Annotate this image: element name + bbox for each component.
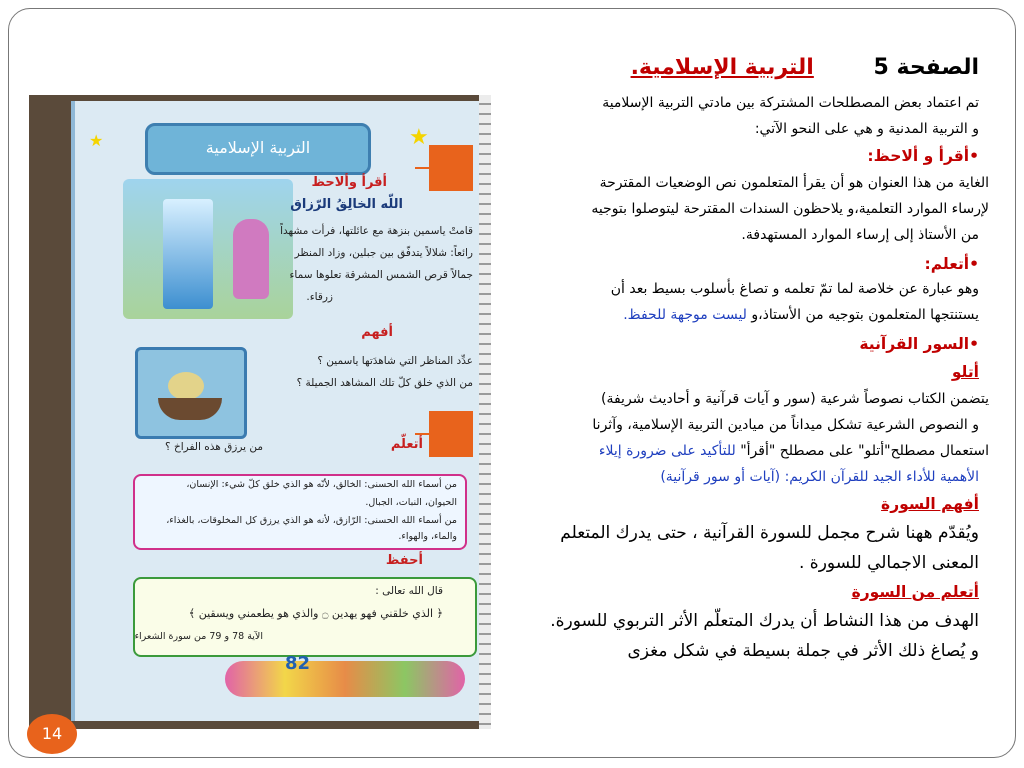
atlu-line: يتضمن الكتاب نصوصاً شرعية (سور و آيات قرآنية و أحاديث شريفة): [601, 391, 989, 407]
callout-line: [415, 167, 433, 169]
min-line: و يُصاغ ذلك الأثر في جملة بسيطة في شكل مغزى: [627, 641, 979, 661]
callout-marker-read: [429, 145, 473, 191]
afham-line: ويُقدّم ههنا شرح مجمل للسورة القرآنية ، حتى يدرك المتعلم: [560, 523, 979, 543]
aqra-line: من الأستاذ إلى إرساء الموارد المستهدفة.: [741, 227, 979, 243]
waterfall-icon: [163, 199, 213, 309]
aqra-line: لإرساء الموارد التعلمية،و يلاحظون السندات المقترحة ليتوصلوا بتوجيه: [591, 201, 989, 217]
heading-ataallam-min: أتعلم من السورة: [851, 583, 979, 601]
book-lesson-title: اللّه الخالِقُ الرّزاق: [290, 197, 403, 212]
bird-icon: [168, 372, 204, 400]
heading-ataallam: •أتعلم:: [924, 255, 979, 273]
book-learn-line: من أسماء الله الحسنى: الرّازق، لأنه هو الذي يرزق كل المخلوقات، بالغذاء،: [166, 515, 457, 526]
book-text-line: قامتْ ياسمين بنزهة مع عائلتها، فرأت مشهداً: [280, 225, 473, 237]
subject-title: التربية الإسلامية.: [630, 55, 814, 80]
callout-marker-learn: [429, 411, 473, 457]
book-learn-line: من أسماء الله الحسنى: الخالق، لأنّه هو الذي خلق كلّ شيء: الإنسان،: [186, 479, 457, 490]
book-learn-line: الحيوان، النبات، الجبال.: [365, 497, 457, 508]
flowers-decoration: [225, 661, 465, 697]
star-icon: ★: [409, 125, 429, 150]
waterfall-illustration: [123, 179, 293, 319]
heading-afham: أفهم السورة: [881, 495, 979, 513]
heading-suwar: •السور القرآنية: [859, 335, 979, 353]
book-text-line: جمالاً قرص الشمس المشرقة تعلوها سماء: [289, 269, 473, 281]
atlu-highlight: للتأكيد على ضرورة إيلاء: [598, 443, 736, 459]
book-spiral-binding: [479, 95, 491, 729]
star-icon: ★: [89, 131, 104, 150]
atlu-text: استعمال مصطلح"أتلو" على مصطلح "أقرأ": [735, 443, 989, 459]
slide-title: [631, 55, 979, 80]
book-learn-line: والماء، والهواء.: [398, 531, 457, 542]
aqra-line: الغاية من هذا العنوان هو أن يقرأ المتعلمون نص الوضعيات المقترحة: [599, 175, 989, 191]
afham-line: المعنى الاجمالي للسورة .: [798, 553, 979, 573]
heading-aqra: •أقرأ و ألاحظ:: [867, 147, 979, 165]
atlu-line: الأهمية للأداء الجيد للقرآن الكريم: (آيات أو سور قرآنية): [660, 469, 979, 485]
book-text-line: رائعاً: شلالاً يتدفّق بين جبلين، وزاد المنظر: [294, 247, 473, 259]
girl-figure-icon: [233, 219, 269, 299]
ataallam-text: يستنتجها المتعلمون بتوجيه من الأستاذ،و: [746, 307, 979, 323]
book-heading-understand: أفهم: [361, 325, 393, 340]
page-label: الصفحة 5: [873, 55, 979, 80]
intro-line: و التربية المدنية و هي على النحو الآتي:: [754, 121, 979, 137]
book-heading-memorize: أحفظ: [385, 553, 423, 568]
min-line: الهدف من هذا النشاط أن يدرك المتعلّم الأثر التربوي للسورة.: [550, 611, 979, 631]
callout-line: [415, 433, 433, 435]
ataallam-highlight: ليست موجهة للحفظ.: [623, 307, 747, 323]
book-heading-read: أقرأ وألاحظ: [311, 175, 387, 190]
book-memorize-ref: الآية 78 و 79 من سورة الشعراء: [134, 631, 263, 642]
ataallam-line: [623, 307, 979, 323]
slide-frame: [8, 8, 1016, 758]
atlu-line: و النصوص الشرعية تشكل ميداناً من ميادين التربية الإسلامية، وآثرنا: [592, 417, 979, 433]
book-photo: [29, 95, 491, 729]
nest-icon: [158, 398, 222, 420]
book-heading-learn: أتعلّم: [390, 437, 423, 452]
book-question: من الذي خلق كلّ تلك المشاهد الجميلة ؟: [296, 377, 473, 389]
book-page-number: 82: [285, 653, 311, 674]
heading-atlu: أتلو: [951, 363, 979, 381]
book-question: عدِّد المناظر التي شاهدَتها ياسمين ؟: [317, 355, 473, 367]
book-memorize-verse: ﴿ الذي خلقني فهو يهدين ۝ والذي هو يطعمني ويسقين ﴾: [188, 607, 443, 620]
bird-nest-illustration: [135, 347, 247, 439]
slide-number-badge: 14: [27, 714, 77, 754]
book-banner: التربية الإسلامية: [145, 123, 371, 175]
book-text-line: زرقاء.: [306, 291, 333, 303]
intro-line: تم اعتماد بعض المصطلحات المشتركة بين مادتي التربية الإسلامية: [602, 95, 979, 111]
atlu-line: [599, 443, 989, 459]
book-question: من يرزق هذه الفراخ ؟: [165, 441, 263, 453]
book-memorize-line: قال الله تعالى :: [375, 585, 443, 597]
ataallam-line: وهو عبارة عن خلاصة لما تمّ تعلمه و تصاغ بأسلوب بسيط بعد أن: [610, 281, 979, 297]
book-page: [71, 101, 483, 721]
